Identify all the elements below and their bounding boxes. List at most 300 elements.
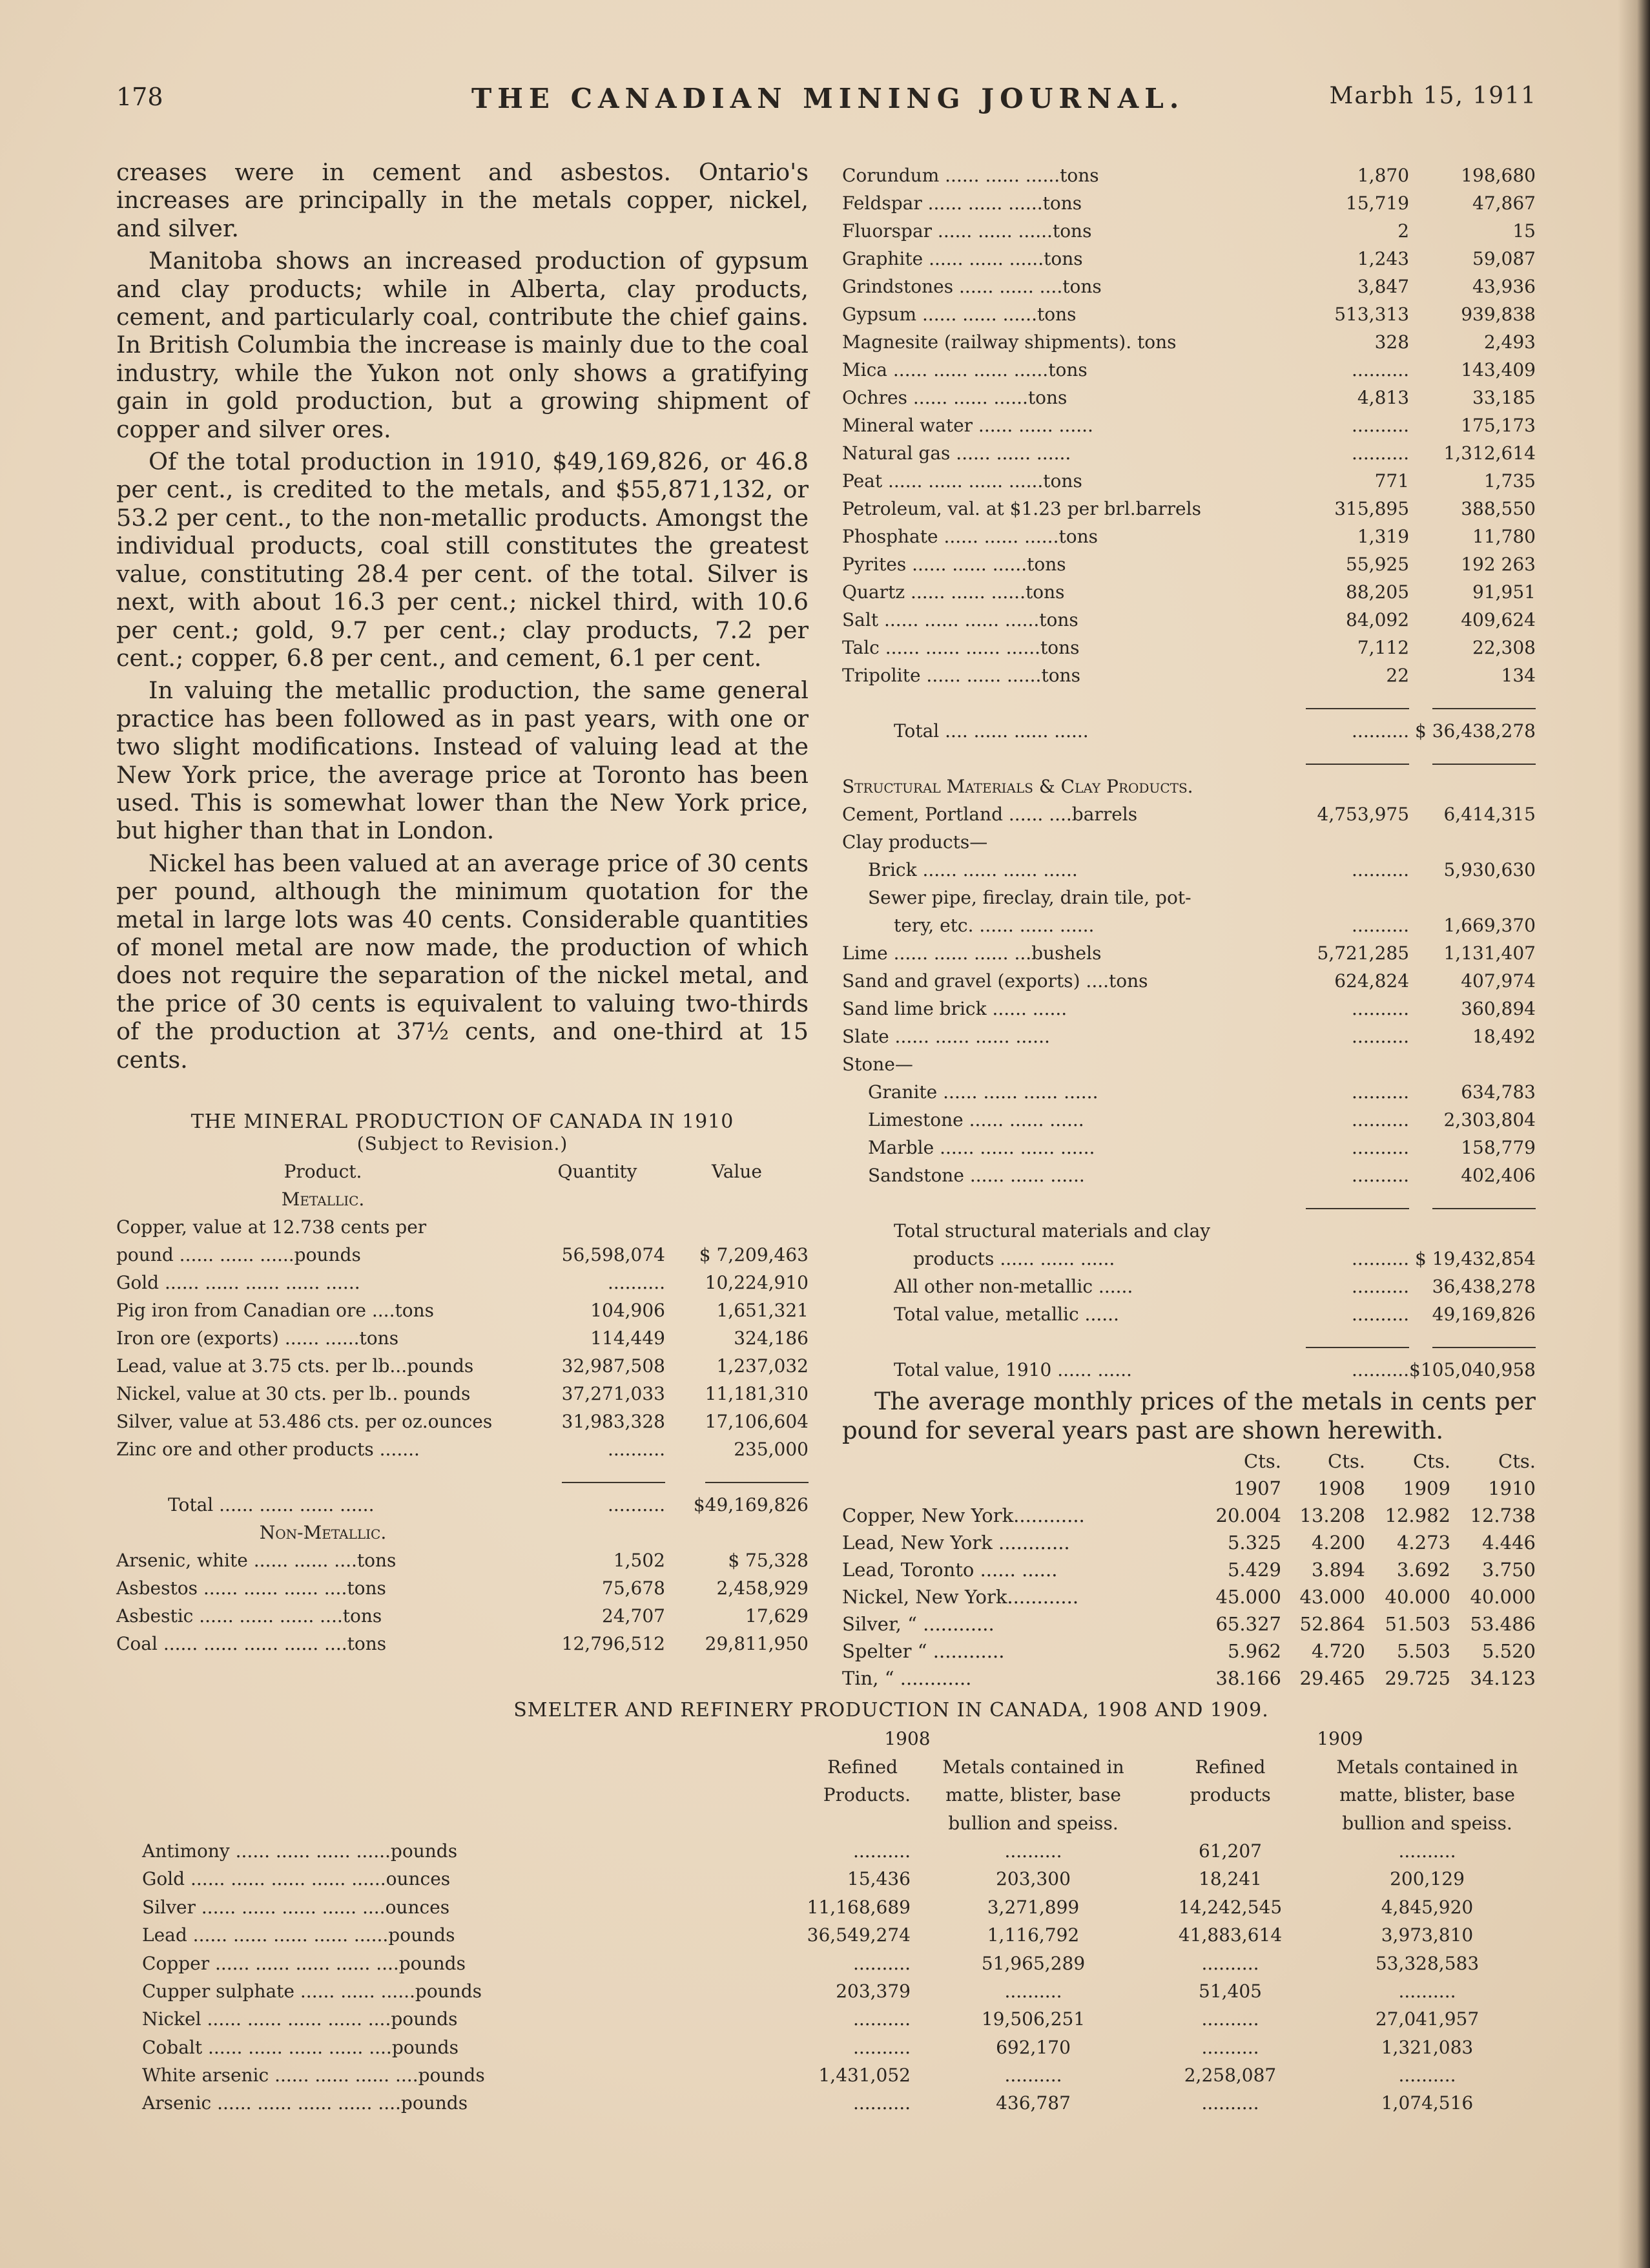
row-quantity: ..........	[1352, 1026, 1410, 1047]
row-label: Gold ...... ...... ...... ...... ......ounces	[142, 1868, 451, 1890]
row-label: Petroleum, val. at $1.23 per brl.barrels	[842, 498, 1201, 519]
row-value: 235,000	[734, 1439, 809, 1460]
row-quantity: 31,983,328	[561, 1411, 665, 1432]
price-value: 65.327	[1215, 1613, 1281, 1635]
row-quantity: 114,449	[590, 1327, 665, 1349]
row-label: Silver ...... ...... ...... ...... ....ounces	[142, 1896, 450, 1918]
row-value: $ 36,438,278	[1414, 720, 1536, 742]
price-value: 5.325	[1227, 1532, 1281, 1554]
table-row	[116, 1543, 809, 1571]
row-quantity: ..........	[1352, 442, 1410, 464]
row-quantity: ..........	[1352, 998, 1410, 1019]
row-value: 324,186	[734, 1327, 809, 1349]
row-value	[1409, 1047, 1536, 1075]
row-quantity: ..........	[1352, 1165, 1410, 1186]
row-quantity: 3,847	[1357, 276, 1410, 297]
price-value: 52.864	[1299, 1613, 1365, 1635]
price-value: 5.520	[1481, 1640, 1536, 1662]
row-value: $105,040,958	[1409, 1359, 1536, 1380]
table-row	[842, 1075, 1536, 1103]
matte-1908: 19,506,251	[981, 2008, 1086, 2030]
year-1908: 1908	[884, 1728, 931, 1750]
price-row	[842, 1662, 1536, 1689]
paragraph: Of the total production in 1910, $49,169,826, or 46.8 per cent., is credited to the metals, and $55,871,132, or 53.2 per cent., to the non-metallic products. Amongst the individual products, coal still constitutes the greatest value, constituting 28.4 per cent. of the total. Silver is next, with about 16.3 per cent.; nickel third, with 10.6 per cent.; gold, 9.7 per cent.; clay products, 7.2 per cent.; copper, 6.8 per cent., and cement, 6.1 per cent.	[116, 448, 809, 672]
table-row	[842, 242, 1536, 269]
page-header	[116, 83, 1537, 121]
metal-label: Silver, “ ............	[842, 1613, 995, 1635]
table-row	[842, 603, 1536, 630]
smelter-row	[116, 2002, 1537, 2030]
col-header: Metals contained in	[1336, 1756, 1518, 1778]
row-label: Nickel ...... ...... ...... ...... ....pounds	[142, 2008, 458, 2030]
row-label: Cement, Portland ...... ....barrels	[842, 804, 1138, 825]
matte-1908: 436,787	[996, 2092, 1071, 2114]
table-row	[842, 1103, 1536, 1130]
refined-1909: 14,242,545	[1178, 1896, 1283, 1918]
row-label: White arsenic ...... ...... ...... ....pounds	[142, 2065, 485, 2086]
row-label: Sandstone ...... ...... ......	[868, 1165, 1085, 1186]
price-value: 4.720	[1311, 1640, 1365, 1662]
refined-1908: 1,431,052	[818, 2065, 911, 2086]
row-value: $ 19,432,854	[1414, 1248, 1536, 1269]
row-quantity: 55,925	[1346, 554, 1410, 575]
row-quantity: ..........	[1352, 1081, 1410, 1103]
row-value: $ 7,209,463	[699, 1244, 809, 1265]
mineral-table-title: THE MINERAL PRODUCTION OF CANADA IN 1910	[191, 1110, 734, 1133]
table-row	[842, 492, 1536, 519]
row-quantity: ..........	[1352, 1137, 1410, 1158]
table-row	[842, 158, 1536, 186]
table-row	[842, 519, 1536, 547]
table-row	[842, 547, 1536, 575]
price-value: 51.503	[1385, 1613, 1450, 1635]
row-label: Lead, value at 3.75 cts. per lb...pounds	[116, 1355, 474, 1377]
table-row	[842, 880, 1536, 908]
year-label: 1910	[1488, 1477, 1536, 1499]
col-header: bullion and speiss.	[1342, 1812, 1512, 1834]
table-row	[842, 797, 1536, 825]
page-number: 178	[116, 83, 163, 111]
col-header: matte, blister, base	[945, 1784, 1121, 1806]
table-row	[116, 1321, 809, 1349]
row-value: 143,409	[1461, 359, 1536, 380]
row-value: 91,951	[1472, 581, 1536, 603]
row-label: Nickel, value at 30 cts. per lb.. pounds	[116, 1383, 471, 1404]
col-header: matte, blister, base	[1339, 1784, 1515, 1806]
refined-1908: ..........	[852, 2008, 911, 2030]
row-value: 2,458,929	[716, 1577, 809, 1599]
metal-prices-table	[842, 1445, 1536, 1689]
row-quantity: 1,870	[1357, 165, 1410, 186]
price-row	[842, 1635, 1536, 1662]
refined-1909: 18,241	[1199, 1868, 1262, 1890]
refined-1908: 36,549,274	[807, 1924, 911, 1946]
smelter-row	[116, 1918, 1537, 1946]
row-label: tery, etc. ...... ...... ......	[894, 915, 1095, 936]
row-label: pound ...... ...... ......pounds	[116, 1244, 361, 1265]
row-label: Sand and gravel (exports) ....tons	[842, 970, 1148, 992]
row-label: Grindstones ...... ...... ....tons	[842, 276, 1102, 297]
row-value: 192 263	[1461, 554, 1536, 575]
table-row	[842, 1158, 1536, 1186]
row-label: Corundum ...... ...... ......tons	[842, 165, 1099, 186]
matte-1909: 1,321,083	[1381, 2036, 1474, 2058]
table-header-row	[116, 1154, 809, 1182]
matte-1909: ..........	[1398, 1840, 1456, 1862]
row-label: Ochres ...... ...... ......tons	[842, 387, 1067, 408]
price-value: 43.000	[1299, 1586, 1365, 1608]
row-quantity: 771	[1374, 470, 1410, 492]
prices-intro: The average monthly prices of the metals in cents per pound for several years past are shown herewith.	[842, 1388, 1536, 1444]
row-value: 36,438,278	[1432, 1276, 1536, 1297]
row-quantity: ..........	[607, 1494, 665, 1515]
row-label: Feldspar ...... ...... ......tons	[842, 192, 1082, 214]
row-label: Cobalt ...... ...... ...... ...... ....pounds	[142, 2036, 459, 2058]
price-row	[842, 1581, 1536, 1608]
row-value: 1,312,614	[1443, 442, 1536, 464]
refined-1908: 15,436	[847, 1868, 911, 1890]
price-row	[842, 1526, 1536, 1554]
price-value: 20.004	[1215, 1504, 1281, 1526]
table-row	[116, 1571, 809, 1599]
row-quantity: 1,243	[1357, 248, 1410, 269]
row-quantity: 75,678	[602, 1577, 665, 1599]
smelter-row	[116, 2058, 1537, 2086]
paragraph: In valuing the metallic production, the same general practice has been followed as in past years, with one or two slight modifications. Instead of valuing lead at the New York price, the average price at Toronto has been used. This is somewhat lower than the New York price, but higher than that in London.	[116, 676, 809, 845]
row-quantity: 328	[1374, 331, 1410, 353]
unit-label: Cts.	[1244, 1450, 1281, 1472]
table-row	[116, 1377, 809, 1404]
smelter-row	[116, 2030, 1537, 2057]
row-quantity: 88,205	[1346, 581, 1410, 603]
matte-1908: ..........	[1004, 2065, 1062, 2086]
row-quantity: ..........	[1352, 1276, 1410, 1297]
row-quantity: 7,112	[1357, 637, 1410, 658]
smelter-row	[116, 1834, 1537, 1862]
price-row	[842, 1554, 1536, 1581]
row-label: Phosphate ...... ...... ......tons	[842, 526, 1098, 547]
row-quantity: ..........	[1352, 859, 1410, 880]
row-quantity: 37,271,033	[561, 1383, 665, 1404]
row-quantity	[1293, 825, 1409, 853]
row-quantity	[1293, 880, 1409, 908]
smelter-header-row-2	[116, 1778, 1537, 1805]
price-value: 3.692	[1396, 1559, 1450, 1581]
row-label: Graphite ...... ...... ......tons	[842, 248, 1083, 269]
col-header: Refined	[1195, 1756, 1266, 1778]
row-value: 2,493	[1483, 331, 1536, 353]
row-quantity: ..........	[607, 1439, 665, 1460]
table-row	[842, 658, 1536, 686]
row-value: 18,492	[1472, 1026, 1536, 1047]
row-label: Tripolite ...... ...... ......tons	[842, 665, 1080, 686]
year-label: 1908	[1317, 1477, 1365, 1499]
row-quantity: 12,796,512	[561, 1633, 665, 1654]
row-label: Peat ...... ...... ...... ......tons	[842, 470, 1082, 492]
row-value: 1,651,321	[716, 1300, 809, 1321]
matte-1908: 1,116,792	[987, 1924, 1080, 1946]
table-row	[116, 1627, 809, 1654]
table-row	[116, 1210, 809, 1238]
smelter-row	[116, 1946, 1537, 1973]
row-value: 6,414,315	[1443, 804, 1536, 825]
year-label: 1909	[1403, 1477, 1450, 1499]
table-row	[842, 436, 1536, 464]
row-value: 409,624	[1461, 609, 1536, 630]
price-row	[842, 1608, 1536, 1635]
row-quantity: 2	[1397, 220, 1410, 242]
row-quantity: 22	[1386, 665, 1410, 686]
price-value: 4.200	[1311, 1532, 1365, 1554]
prices-unit-row	[842, 1445, 1536, 1472]
smelter-header-row-3	[116, 1805, 1537, 1833]
table-row	[116, 1293, 809, 1321]
col-header-quantity: Quantity	[557, 1161, 637, 1182]
page-binding-shadow	[1618, 0, 1650, 2268]
row-value: 1,735	[1483, 470, 1536, 492]
row-label: Total value, metallic ......	[894, 1304, 1119, 1325]
refined-1909: ..........	[1201, 2092, 1259, 2114]
row-label: Lead ...... ...... ...... ...... ......pounds	[142, 1924, 455, 1946]
row-quantity: 4,813	[1357, 387, 1410, 408]
row-value: 47,867	[1472, 192, 1536, 214]
row-quantity: ..........	[1352, 1304, 1410, 1325]
matte-1909: ..........	[1398, 1980, 1456, 2002]
row-label: All other non-metallic ......	[894, 1276, 1133, 1297]
row-label: Pig iron from Canadian ore ....tons	[116, 1300, 434, 1321]
row-label: Zinc ore and other products .......	[116, 1439, 420, 1460]
table-row	[842, 1019, 1536, 1047]
row-value: 10,224,910	[705, 1272, 809, 1293]
col-header: products	[1190, 1784, 1271, 1806]
row-value: 11,780	[1472, 526, 1536, 547]
row-label: Silver, value at 53.486 cts. per oz.ounces	[116, 1411, 493, 1432]
metal-label: Lead, New York ............	[842, 1532, 1070, 1554]
mineral-table-left	[116, 1154, 809, 1654]
table-row	[842, 297, 1536, 325]
nonmetallic-heading: Non-Metallic.	[259, 1522, 387, 1543]
row-quantity: 1,502	[613, 1550, 665, 1571]
col-header: bullion and speiss.	[948, 1812, 1119, 1834]
row-quantity: 315,895	[1334, 498, 1410, 519]
price-value: 12.738	[1470, 1504, 1536, 1526]
price-value: 3.750	[1481, 1559, 1536, 1581]
row-value: 1,131,407	[1443, 942, 1536, 964]
row-value: 939,838	[1461, 304, 1536, 325]
refined-1909: ..........	[1201, 2008, 1259, 2030]
row-quantity: ..........	[1352, 720, 1410, 742]
row-quantity	[530, 1210, 665, 1238]
row-quantity: 84,092	[1346, 609, 1410, 630]
smelter-row	[116, 1862, 1537, 1889]
row-label: Magnesite (railway shipments). tons	[842, 331, 1177, 353]
row-label: Sewer pipe, fireclay, drain tile, pot-	[868, 887, 1191, 908]
row-label: Iron ore (exports) ...... ......tons	[116, 1327, 399, 1349]
price-value: 34.123	[1470, 1667, 1536, 1689]
grand-total-row	[842, 1353, 1536, 1380]
table-row	[842, 853, 1536, 880]
price-value: 3.894	[1311, 1559, 1365, 1581]
row-label: Antimony ...... ...... ...... ......pounds	[142, 1840, 458, 1862]
year-label: 1907	[1233, 1477, 1281, 1499]
table-row	[842, 936, 1536, 964]
row-label: products ...... ...... ......	[913, 1248, 1115, 1269]
unit-label: Cts.	[1413, 1450, 1450, 1472]
refined-1908: ..........	[852, 1952, 911, 1974]
metal-label: Tin, “ ............	[842, 1667, 972, 1689]
row-value: $ 75,328	[728, 1550, 809, 1571]
smelter-row	[116, 2086, 1537, 2114]
smelter-section	[116, 1699, 1537, 2114]
table-row	[116, 1349, 809, 1377]
matte-1908: 51,965,289	[981, 1952, 1086, 1974]
col-header: Metals contained in	[942, 1756, 1124, 1778]
price-value: 5.429	[1227, 1559, 1281, 1581]
row-label: Pyrites ...... ...... ......tons	[842, 554, 1066, 575]
row-value: 198,680	[1461, 165, 1536, 186]
row-quantity: 513,313	[1334, 304, 1410, 325]
refined-1909: 51,405	[1199, 1980, 1262, 2002]
table-row	[842, 353, 1536, 380]
structural-total-row-2	[842, 1242, 1536, 1269]
row-value: 43,936	[1472, 276, 1536, 297]
row-label: Quartz ...... ...... ......tons	[842, 581, 1065, 603]
metal-label: Nickel, New York............	[842, 1586, 1079, 1608]
table-row	[842, 1047, 1536, 1075]
row-value: 402,406	[1461, 1165, 1536, 1186]
smelter-row	[116, 1974, 1537, 2002]
matte-1908: 203,300	[996, 1868, 1071, 1890]
row-label: Mica ...... ...... ...... ......tons	[842, 359, 1088, 380]
table-row	[842, 214, 1536, 242]
row-value: 1,237,032	[716, 1355, 809, 1377]
row-value: 33,185	[1472, 387, 1536, 408]
row-value: 59,087	[1472, 248, 1536, 269]
row-value	[665, 1210, 809, 1238]
row-label: Cupper sulphate ...... ...... ......pounds	[142, 1980, 482, 2002]
metallic-heading: Metallic.	[281, 1189, 365, 1210]
row-label: Copper ...... ...... ...... ...... ....pounds	[142, 1952, 466, 1974]
table-row	[842, 186, 1536, 214]
row-label: Lime ...... ...... ...... ...bushels	[842, 942, 1102, 964]
price-value: 38.166	[1215, 1667, 1281, 1689]
issue-date: Marbh 15, 1911	[1329, 83, 1537, 109]
row-label: Arsenic ...... ...... ...... ...... ....pounds	[142, 2092, 468, 2114]
col-header: Refined	[827, 1756, 898, 1778]
row-label: Talc ...... ...... ...... ......tons	[842, 637, 1080, 658]
metallic-total-row	[116, 1488, 809, 1515]
col-header: Products.	[823, 1784, 911, 1806]
row-label: Salt ...... ...... ...... ......tons	[842, 609, 1078, 630]
matte-1908: 692,170	[996, 2036, 1071, 2058]
journal-title: THE CANADIAN MINING JOURNAL.	[471, 83, 1185, 114]
row-value: 22,308	[1472, 637, 1536, 658]
table-row	[842, 964, 1536, 992]
refined-1909: ..........	[1201, 1952, 1259, 1974]
row-quantity: ..........	[1352, 359, 1410, 380]
row-label: Asbestic ...... ...... ...... ....tons	[116, 1605, 382, 1627]
refined-1908: 203,379	[836, 1980, 911, 2002]
smelter-title: SMELTER AND REFINERY PRODUCTION IN CANADA, 1908 AND 1909.	[513, 1699, 1269, 1722]
table-row	[116, 1404, 809, 1432]
row-label: Brick ...... ...... ...... ......	[868, 859, 1078, 880]
row-label: Gold ...... ...... ...... ...... ......	[116, 1272, 360, 1293]
row-label: Sand lime brick ...... ......	[842, 998, 1067, 1019]
price-value: 29.465	[1299, 1667, 1365, 1689]
left-column	[116, 158, 809, 1654]
refined-1909: 41,883,614	[1178, 1924, 1283, 1946]
matte-1909: 1,074,516	[1381, 2092, 1474, 2114]
row-quantity: 15,719	[1346, 192, 1410, 214]
refined-1908: ..........	[852, 2092, 911, 2114]
table-row	[116, 1432, 809, 1460]
col-header-value: Value	[712, 1161, 762, 1182]
row-label: Marble ...... ...... ...... ......	[868, 1137, 1095, 1158]
row-label: Arsenic, white ...... ...... ....tons	[116, 1550, 397, 1571]
row-value: 17,629	[745, 1605, 809, 1627]
row-label: Natural gas ...... ...... ......	[842, 442, 1071, 464]
table-row	[116, 1238, 809, 1265]
table-row	[116, 1265, 809, 1293]
total-metallic-row	[842, 1297, 1536, 1325]
row-value: 1,669,370	[1443, 915, 1536, 936]
row-value: 360,894	[1461, 998, 1536, 1019]
mineral-table-subtitle: (Subject to Revision.)	[356, 1133, 568, 1154]
row-quantity: ..........	[1352, 915, 1410, 936]
table-row	[842, 630, 1536, 658]
all-other-row	[842, 1269, 1536, 1297]
row-quantity: 24,707	[602, 1605, 665, 1627]
price-value: 5.503	[1396, 1640, 1450, 1662]
row-value: 407,974	[1461, 970, 1536, 992]
row-label: Slate ...... ...... ...... ......	[842, 1026, 1050, 1047]
mineral-table-right	[842, 158, 1536, 1380]
table-row	[842, 269, 1536, 297]
row-quantity: ..........	[1352, 1109, 1410, 1130]
matte-1909: 4,845,920	[1381, 1896, 1474, 1918]
unit-label: Cts.	[1328, 1450, 1365, 1472]
price-value: 13.208	[1299, 1504, 1365, 1526]
row-value: 5,930,630	[1443, 859, 1536, 880]
table-row	[842, 325, 1536, 353]
row-label: Stone—	[842, 1054, 913, 1075]
matte-1908: ..........	[1004, 1840, 1062, 1862]
row-value: 2,303,804	[1443, 1109, 1536, 1130]
row-label: Total ...... ...... ...... ......	[168, 1494, 375, 1515]
row-label: Mineral water ...... ...... ......	[842, 415, 1093, 436]
row-quantity: 1,319	[1357, 526, 1410, 547]
row-quantity: 104,906	[590, 1300, 665, 1321]
nonmetallic-total-row	[842, 714, 1536, 742]
row-label: Total .... ...... ...... ......	[894, 720, 1089, 742]
table-row	[842, 408, 1536, 436]
row-value: 388,550	[1461, 498, 1536, 519]
paragraph: creases were in cement and asbestos. Ontario's increases are principally in the metals copper, nickel, and silver.	[116, 158, 809, 242]
smelter-table	[116, 1722, 1537, 2114]
price-value: 4.446	[1481, 1532, 1536, 1554]
row-value: 17,106,604	[705, 1411, 809, 1432]
refined-1909: 2,258,087	[1184, 2065, 1277, 2086]
refined-1909: ..........	[1201, 2036, 1259, 2058]
refined-1908: ..........	[852, 2036, 911, 2058]
row-value: 49,169,826	[1432, 1304, 1536, 1325]
refined-1908: ..........	[852, 1840, 911, 1862]
metal-label: Spelter “ ............	[842, 1640, 1005, 1662]
row-value: 634,783	[1461, 1081, 1536, 1103]
price-value: 40.000	[1385, 1586, 1450, 1608]
row-value	[1409, 880, 1536, 908]
row-value: 134	[1501, 665, 1536, 686]
